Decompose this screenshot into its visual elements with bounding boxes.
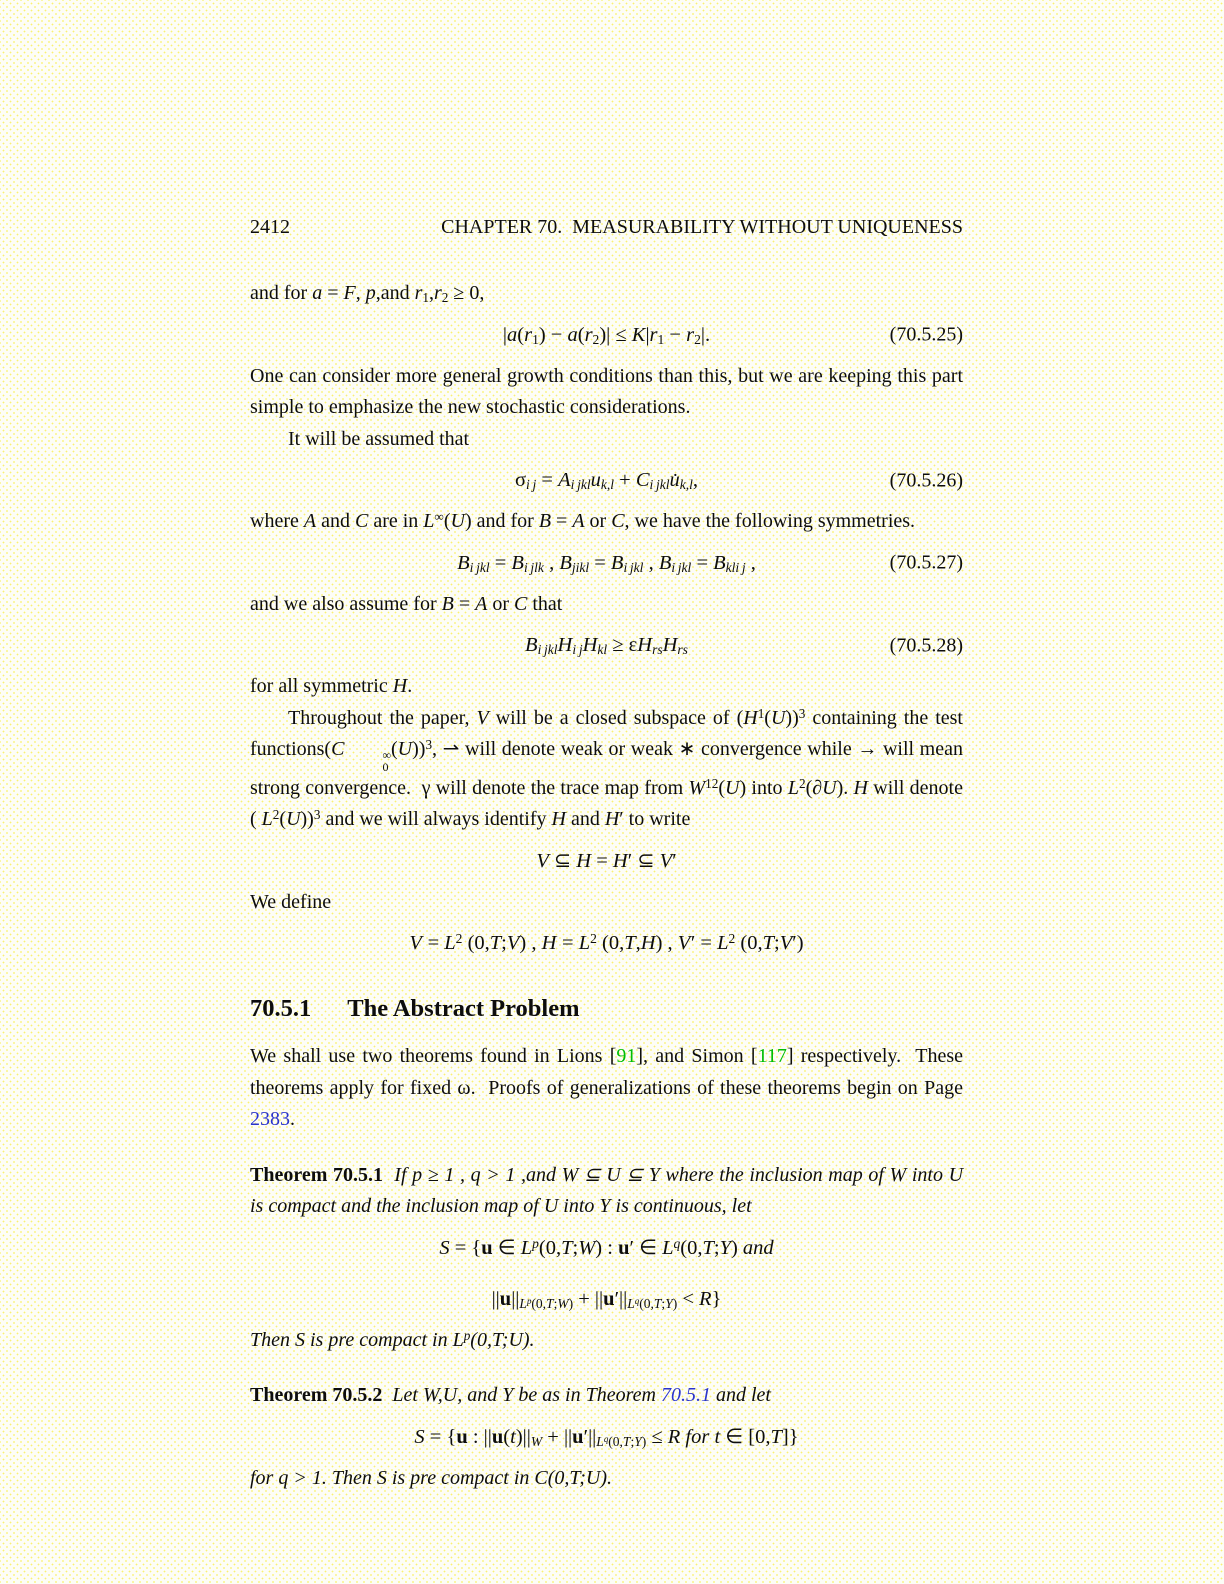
equation-body: $V = L^2$ (0,T;V) , $H = L^2$ (0,T,H) , $V' = L^2$ (0,T;V′) (409, 931, 804, 955)
equation-number: (70.5.27) (889, 551, 963, 574)
paragraph: for all symmetric H. (250, 675, 413, 697)
display-equation (250, 620, 963, 671)
equation-body: $|a(r_1) - a(r_2)| \le K|r_1 - r_2|$. (502, 323, 711, 347)
paragraph: for q > 1. Then S is pre compact in C(0,T;U). (250, 1466, 612, 1489)
paragraph: We shall use two theorems found in Lions [91], and Simon [117] respectively. These theorems apply for fixed ω. Proofs of generalizations of these theorems begin on Page 2383. (250, 1045, 963, 1131)
equation-body: $B_{i jkl} = B_{i jlk}$ , $B_{jikl} = B_{i jkl}$ , $B_{i jkl} = B_{kli j}$ , (457, 551, 756, 575)
theorem (250, 1160, 963, 1223)
display-equation (250, 310, 963, 361)
paragraph: One can consider more general growth conditions than this, but we are keeping this part simple to emphasize the new stochastic considerations. (250, 364, 963, 418)
centered-equation (250, 836, 963, 887)
paragraph: Then S is pre compact in $L^p(0,T;U)$. (250, 1327, 535, 1351)
theorem-label: Theorem 70.5.1 (250, 1163, 384, 1186)
centered-equation (250, 918, 963, 969)
page-link-2383[interactable]: 2383 (250, 1108, 290, 1131)
centered-equation (250, 1223, 963, 1274)
paragraph: We define (250, 890, 332, 913)
equation-body: S = {u ∈ $L^p(0,T;W)$ : u′ ∈ $L^q(0,T;Y)$ and (439, 1235, 774, 1259)
paragraph: It will be assumed that (288, 427, 470, 450)
equation-body: $||u||_{L^p(0,T;W)} + ||u'||_{L^q(0,T;Y)} < R$} (491, 1287, 722, 1311)
page-header (250, 212, 963, 242)
equation-body: S = {u : $||u(t)||_W + ||u'||_{L^q(0,T;Y)} \le R$ for t ∈ [0,T]} (414, 1425, 799, 1449)
paragraph: Throughout the paper, V will be a closed subspace of $(H^1(U))^3$ containing the test functions(C ∞ 0 (U))$^3$, ⇀ will denote weak or weak ∗ convergence while → will mean strong convergence. γ will denote the trace map from $W^{12}(U)$ into $L^2(\partial U)$. H will denote ( $L^2(U))^3$ and we will always identify H and H′ to write (250, 705, 963, 831)
equation-body: $B_{i jkl}H_{i j}H_{kl} \ge \varepsilon H_{rs}H_{rs}$ (525, 634, 688, 657)
theorem-label: Theorem 70.5.2 (250, 1384, 383, 1407)
display-equation (250, 538, 963, 589)
section-heading (250, 995, 963, 1023)
paragraph: and we also assume for B = A or C that (250, 592, 563, 615)
theorem-body: Let W,U, and Y be as in Theorem 70.5.1 and let (392, 1384, 771, 1407)
display-equation (250, 455, 963, 506)
page-content (250, 278, 963, 1494)
equation-number: (70.5.28) (889, 634, 963, 656)
equation-number: (70.5.26) (889, 469, 963, 491)
equation-body: V ⊆ H = H′ ⊆ V′ (536, 849, 677, 872)
paragraph: where A and C are in L∞(U) and for B = A or C, we have the following symmetries. (250, 509, 916, 532)
equation-body: $\sigma_{i j} = A_{i jkl}u_{k,l}$ + $C_{i jkl}u̇_{k,l}$, (514, 469, 699, 492)
centered-equation (250, 1412, 963, 1463)
centered-equation (250, 1274, 963, 1325)
paragraph: and for a = F, p,and $r_1,r_2 \ge 0$, (250, 282, 485, 305)
page-number: 2412 (250, 216, 290, 238)
section-title: The Abstract Problem (347, 995, 580, 1023)
citation-link-91[interactable]: 91 (616, 1045, 637, 1068)
citation-link-117[interactable]: 117 (757, 1045, 787, 1068)
theorem-body: If p ≥ 1 , q > 1 ,and W ⊆ U ⊆ Y where the inclusion map of W into U is compact and the inclusion map of U into Y is continuous, let (250, 1163, 964, 1218)
theorem (250, 1380, 963, 1412)
section-number: 70.5.1 (250, 995, 312, 1023)
equation-number: (70.5.25) (889, 323, 963, 346)
chapter-header: CHAPTER 70. MEASURABILITY WITHOUT UNIQUENESS (441, 216, 963, 238)
sub-sup-stack: ∞ 0 (382, 747, 391, 774)
theorem-link-70-5-1[interactable]: 70.5.1 (660, 1384, 711, 1407)
